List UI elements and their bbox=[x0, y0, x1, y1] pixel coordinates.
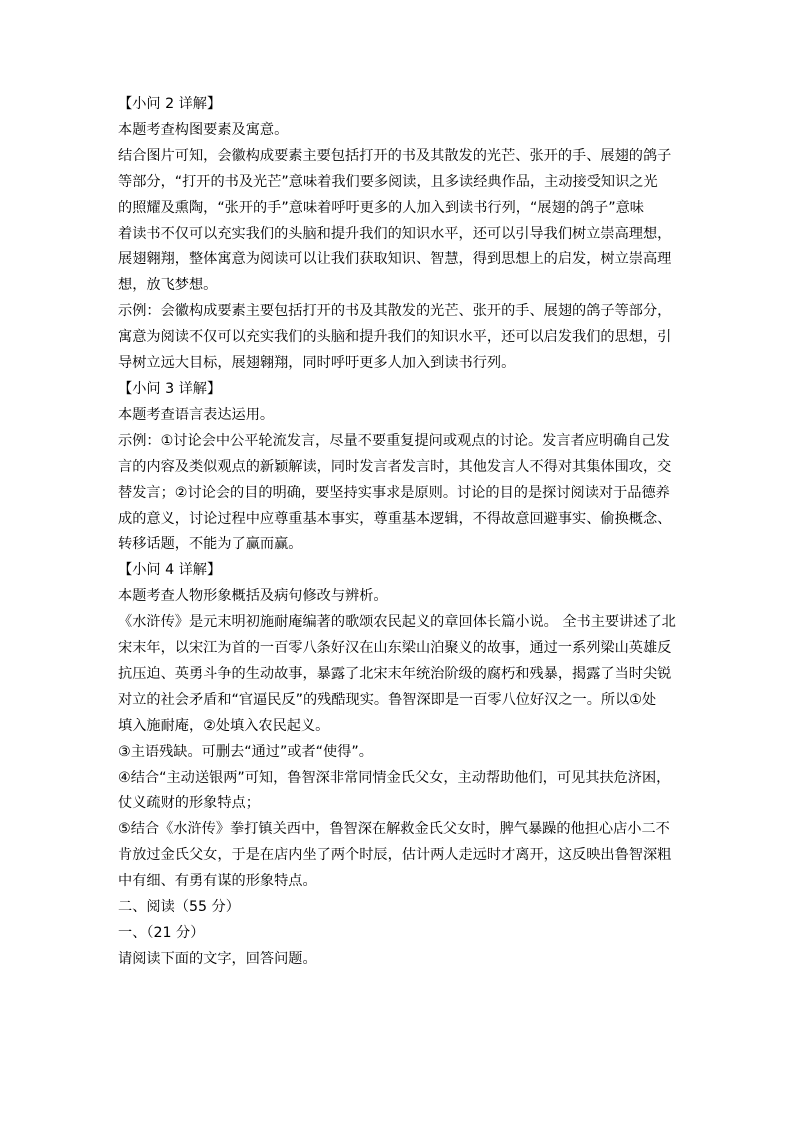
text-line: 示例：①讨论会中公平轮流发言，尽量不要重复提问或观点的讨论。发言者应明确自己发 bbox=[118, 432, 670, 449]
text-line: ④结合“主动送银两”可知，鲁智深非常同情金氏父女，主动帮助他们，可见其扶危济困， bbox=[118, 769, 671, 786]
text-line: 替发言；②讨论会的目的明确，要坚持实事求是原则。讨论的目的是探讨阅读对于品德养 bbox=[118, 484, 670, 501]
text-line: 着读书不仅可以充实我们的头脑和提升我们的知识水平，还可以引导我们树立崇高理想， bbox=[118, 225, 672, 242]
text-line: 本题考查人物形象概括及病句修改与辨析。 bbox=[118, 588, 388, 605]
text-line: 填入施耐庵，②处填入农民起义。 bbox=[118, 717, 330, 734]
text-line: 对立的社会矛盾和“官逼民反”的残酷现实。鲁智深即是一百零八位好汉之一。所以①处 bbox=[118, 691, 657, 708]
section-heading: 【小问 2 详解】 bbox=[118, 96, 222, 112]
part-heading: 二、阅读（55 分） bbox=[118, 899, 240, 916]
document-page bbox=[118, 92, 678, 973]
text-line: 想，放飞梦想。 bbox=[118, 277, 218, 294]
section-heading: 【小问 3 详解】 bbox=[118, 380, 222, 397]
text-line: ③主语残缺。可删去“通过”或者“使得”。 bbox=[118, 743, 373, 760]
section-heading: 【小问 4 详解】 bbox=[118, 562, 222, 579]
text-line: 肯放过金氏父女，于是在店内坐了两个时辰，估计两人走远时才离开，这反映出鲁智深粗 bbox=[118, 847, 672, 864]
text-line: 仗义疏财的形象特点； bbox=[118, 795, 260, 812]
text-line: 《水浒传》是元末明初施耐庵编著的歌颂农民起义的章回体长篇小说。 全书主要讲述了北 bbox=[118, 614, 676, 631]
text-line: 示例：会徽构成要素主要包括打开的书及其散发的光芒、张开的手、展翅的鸽子等部分， bbox=[118, 303, 672, 320]
text-line: ⑤结合《水浒传》拳打镇关西中，鲁智深在解救金氏父女时，脾气暴躁的他担心店小二不 bbox=[118, 821, 670, 838]
text-line: 宋末年，以宋江为首的一百零八条好汉在山东梁山泊聚义的故事，通过一系列梁山英雄反 bbox=[118, 640, 672, 657]
text-line: 抗压迫、英勇斗争的生动故事，暴露了北宋末年统治阶级的腐朽和残暴，揭露了当时尖锐 bbox=[118, 665, 672, 682]
instruction-line: 请阅读下面的文字，回答问题。 bbox=[118, 950, 317, 967]
text-line: 中有细、有勇有谋的形象特点。 bbox=[118, 873, 317, 890]
text-line: 等部分，“打开的书及光芒”意味着我们要多阅读，且多读经典作品，主动接受知识之光 bbox=[118, 173, 658, 190]
text-line: 寓意为阅读不仅可以充实我们的头脑和提升我们的知识水平，还可以启发我们的思想，引 bbox=[118, 329, 672, 346]
text-line: 的照耀及熏陶，“张开的手”意味着呼吁更多的人加入到读书行列，“展翅的鸽子”意味 bbox=[118, 199, 644, 216]
subpart-heading: 一、（21 分） bbox=[118, 925, 205, 941]
text-line: 本题考查构图要素及寓意。 bbox=[118, 121, 289, 138]
text-line: 本题考查语言表达运用。 bbox=[118, 406, 275, 423]
text-line: 展翅翱翔，整体寓意为阅读可以让我们获取知识、智慧，得到思想上的启发，树立崇高理 bbox=[118, 251, 672, 268]
text-line: 成的意义，讨论过程中应尊重基本事实，尊重基本逻辑，不得故意回避事实、偷换概念、 bbox=[118, 510, 672, 527]
text-line: 导树立远大目标，展翅翱翔，同时呼吁更多人加入到读书行列。 bbox=[118, 355, 516, 372]
text-line: 言的内容及类似观点的新颖解读，同时发言者发言时，其他发言人不得对其集体围攻，交 bbox=[118, 458, 672, 475]
text-line: 结合图片可知，会徽构成要素主要包括打开的书及其散发的光芒、张开的手、展翅的鸽子 bbox=[118, 147, 672, 164]
text-line: 转移话题，不能为了赢而赢。 bbox=[118, 536, 303, 553]
